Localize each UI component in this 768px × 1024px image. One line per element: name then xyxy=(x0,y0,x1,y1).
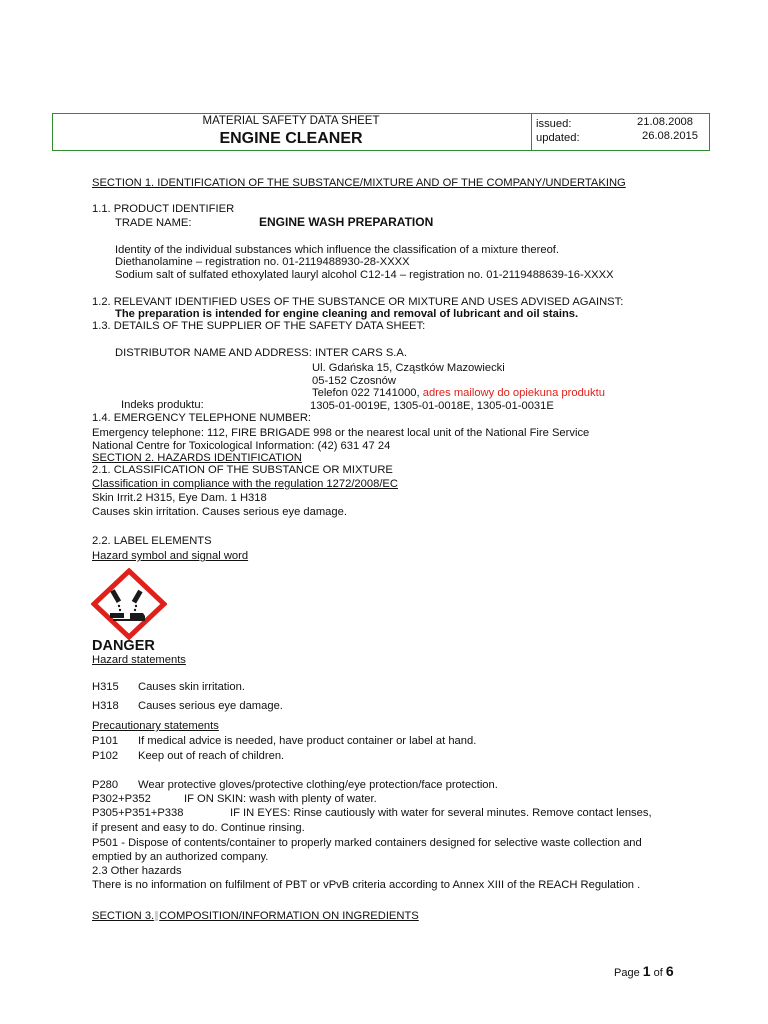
s23-heading: 2.3 Other hazards xyxy=(92,865,182,877)
s22-heading: 2.2. LABEL ELEMENTS xyxy=(92,535,212,547)
substance-1: Diethanolamine – registration no. 01-2119488930-28-XXXX xyxy=(115,256,410,268)
current-page: 1 xyxy=(642,963,651,979)
phone-text: Telefon 022 7141000, xyxy=(312,387,423,399)
signal-word: DANGER xyxy=(92,638,155,654)
text-cursor-mark xyxy=(155,911,158,921)
address-line-2: 05-152 Czosnów xyxy=(312,375,396,387)
address-line-1: Ul. Gdańska 15, Cząstków Mazowiecki xyxy=(312,362,505,374)
section3-heading-title: COMPOSITION/INFORMATION ON INGREDIENTS xyxy=(159,910,419,922)
issued-label: issued: xyxy=(536,118,572,130)
index-value: 1305-01-0019E, 1305-01-0018E, 1305-01-0031E xyxy=(310,400,554,412)
p305-code: P305+P351+P338 xyxy=(92,807,184,819)
substance-2: Sodium salt of sulfated ethoxylated lauryl alcohol C12-14 – registration no. 01-2119488639-16-XXXX xyxy=(115,269,614,281)
p102-text: Keep out of reach of children. xyxy=(138,750,285,762)
section1-heading: SECTION 1. IDENTIFICATION OF THE SUBSTANCE/MIXTURE AND OF THE COMPANY/UNDERTAKING xyxy=(92,177,626,189)
other-hazards-text: There is no information on fulfilment of PBT or vPvB criteria according to Annex XIII of the REACH Regulation . xyxy=(92,879,641,891)
hazard-text: Causes serious eye damage. xyxy=(138,700,283,712)
classification-text: Skin Irrit.2 H315, Eye Dam. 1 H318 xyxy=(92,492,267,504)
email-contact-text: adres mailowy do opiekuna produktu xyxy=(422,387,605,399)
page-label: Page xyxy=(614,967,643,979)
p305-continued: if present and easy to do. Continue rinsing. xyxy=(92,822,305,834)
emergency-line-2: National Centre for Toxicological Information: (42) 631 47 24 xyxy=(92,440,391,452)
doc-type: MATERIAL SAFETY DATA SHEET xyxy=(202,115,380,127)
issued-date: 21.08.2008 xyxy=(637,116,693,128)
p305-text: IF IN EYES: Rinse cautiously with water for several minutes. Remove contact lenses, xyxy=(230,807,652,819)
classification-title: Classification in compliance with the regulation 1272/2008/EC xyxy=(92,478,398,490)
page-number xyxy=(614,963,674,979)
distributor-line: DISTRIBUTOR NAME AND ADDRESS: INTER CARS S.A. xyxy=(115,347,407,359)
index-label: Indeks produktu: xyxy=(121,399,204,411)
identity-line: Identity of the individual substances which influence the classification of a mixture thereof. xyxy=(115,244,560,256)
symbol-title: Hazard symbol and signal word xyxy=(92,550,249,562)
emergency-line-1: Emergency telephone: 112, FIRE BRIGADE 998 or the nearest local unit of the National Fire Service xyxy=(92,427,590,439)
updated-date: 26.08.2015 xyxy=(642,130,698,142)
p302-code: P302+P352 xyxy=(92,793,151,805)
hazard-code: H318 xyxy=(92,700,119,712)
p280-text: Wear protective gloves/protective clothing/eye protection/face protection. xyxy=(138,779,498,791)
s13-heading: 1.3. DETAILS OF THE SUPPLIER OF THE SAFETY DATA SHEET: xyxy=(92,320,426,332)
s21-heading: 2.1. CLASSIFICATION OF THE SUBSTANCE OR MIXTURE xyxy=(92,464,393,476)
hazard-text: Causes skin irritation. xyxy=(138,681,245,693)
p302-text: IF ON SKIN: wash with plenty of water. xyxy=(184,793,377,805)
product-title: ENGINE CLEANER xyxy=(219,130,363,147)
p280-code: P280 xyxy=(92,779,119,791)
of-label: of xyxy=(650,967,666,979)
p101-code: P101 xyxy=(92,735,119,747)
s11-heading: 1.1. PRODUCT IDENTIFIER xyxy=(92,203,235,215)
section2-heading: SECTION 2. HAZARDS IDENTIFICATION xyxy=(92,452,302,464)
updated-label: updated: xyxy=(536,132,580,144)
section3-heading-number: SECTION 3. xyxy=(92,910,155,922)
p501-continued: emptied by an authorized company. xyxy=(92,851,269,863)
s12-use: The preparation is intended for engine cleaning and removal of lubricant and oil stains. xyxy=(115,308,579,320)
trade-name-value: ENGINE WASH PREPARATION xyxy=(259,215,434,229)
precautionary-title: Precautionary statements xyxy=(92,720,219,732)
effects-text: Causes skin irritation. Causes serious eye damage. xyxy=(92,506,347,518)
total-pages: 6 xyxy=(665,963,674,979)
trade-name-label: TRADE NAME: xyxy=(115,217,192,229)
phone-line xyxy=(312,387,605,400)
header-divider xyxy=(531,114,532,150)
p102-code: P102 xyxy=(92,750,119,762)
hazard-code: H315 xyxy=(92,681,119,693)
p501-text: P501 - Dispose of contents/container to properly marked containers designed for selective waste collection and xyxy=(92,837,642,849)
section3-heading xyxy=(92,910,419,923)
hazard-statements-title: Hazard statements xyxy=(92,654,186,666)
corrosion-pictogram-icon xyxy=(91,568,167,640)
s14-heading: 1.4. EMERGENCY TELEPHONE NUMBER: xyxy=(92,412,312,424)
p101-text: If medical advice is needed, have product container or label at hand. xyxy=(138,735,477,747)
s12-heading: 1.2. RELEVANT IDENTIFIED USES OF THE SUBSTANCE OR MIXTURE AND USES ADVISED AGAINST: xyxy=(92,296,624,308)
